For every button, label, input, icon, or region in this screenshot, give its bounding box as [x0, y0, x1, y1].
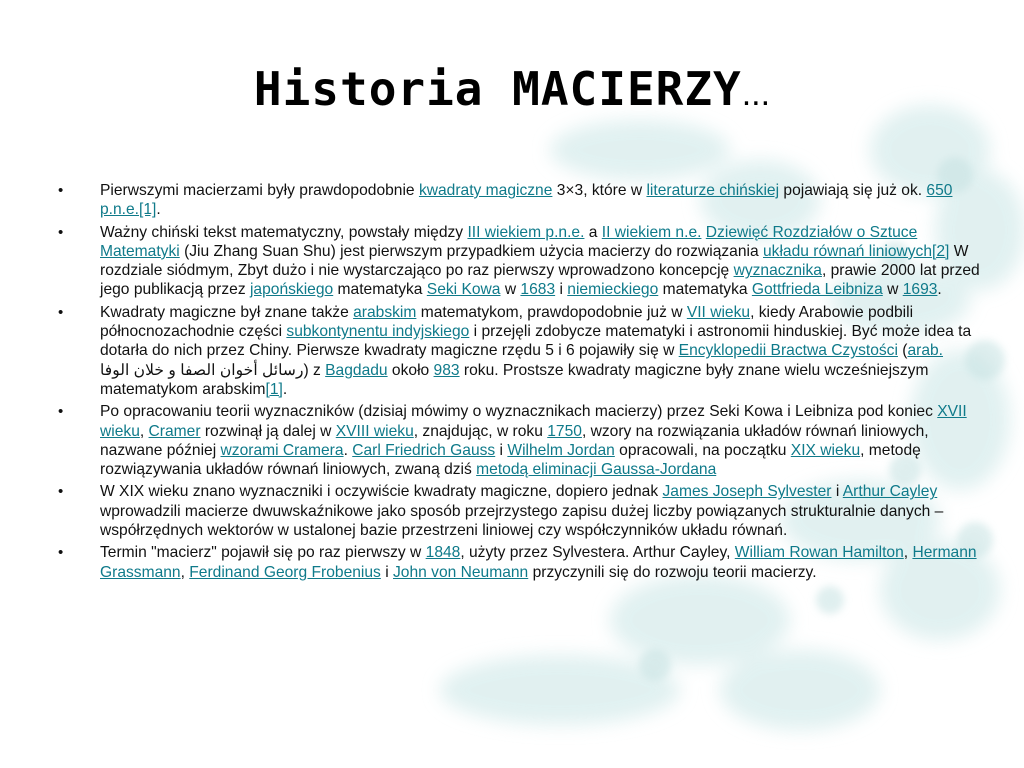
wiki-link[interactable]: japońskiego	[249, 281, 334, 299]
wiki-link[interactable]: Ferdinand Georg Frobenius	[189, 563, 381, 581]
bullet-text: .	[282, 380, 288, 398]
wiki-link[interactable]: 1683	[520, 281, 556, 299]
wiki-link[interactable]: [2]	[932, 242, 950, 260]
bullet-text: , znajdując, w roku	[413, 422, 548, 440]
bullet-item	[58, 482, 980, 540]
bullet-text: przyczynili się do rozwoju teorii macierzy.	[528, 563, 817, 581]
bullet-text: matematyka	[333, 281, 427, 299]
bullet-text: w	[882, 281, 903, 299]
bullet-text: Pierwszymi macierzami były prawdopodobnie	[100, 182, 419, 199]
bullet-text: , wzory na rozwiązania układów równań liniowych, nazwane później	[100, 422, 929, 459]
bullet-text: , metodę rozwiązywania układów równań liniowych, zwaną dziś	[100, 441, 921, 479]
wiki-link[interactable]: James Joseph Sylvester	[662, 483, 832, 501]
wiki-link[interactable]: Bagdadu	[325, 361, 388, 379]
bullet-text: W rozdziale siódmym, Zbyt dużo i nie wystarczająco po raz pierwszy wprowadzono koncepcję	[100, 242, 969, 280]
wiki-link[interactable]: niemieckiego	[567, 281, 659, 299]
wiki-link[interactable]: Wilhelm Jordan	[507, 441, 615, 459]
wiki-link[interactable]: 1848	[425, 544, 461, 562]
wiki-link[interactable]: arabskim	[353, 303, 417, 321]
wiki-link[interactable]: Hermann Grassmann	[100, 544, 977, 581]
wiki-link[interactable]: 1693	[902, 281, 938, 299]
wiki-link[interactable]: wyznacznika	[733, 262, 822, 280]
wiki-link[interactable]: Cramer	[148, 422, 201, 440]
bullet-text: , użyty przez Sylvestera. Arthur Cayley,	[460, 544, 735, 562]
bullet-text: i	[380, 563, 393, 581]
wiki-link[interactable]: układu równań liniowych	[763, 242, 933, 260]
bullet-list	[58, 181, 980, 585]
bullet-text: wprowadzili macierze dwuwskaźnikowe jako sposób przejrzystego zapisu dużej liczby powiązanych strukturalnie danych – współrzędnych wektorów w ustalonej bazie przestrzeni liniowej czy współczynników układu równań.	[100, 502, 944, 540]
wiki-link[interactable]: Carl Friedrich Gauss	[352, 441, 496, 459]
bullet-text: matematyka	[658, 281, 752, 299]
bullet-text: rozwinął ją dalej w	[200, 422, 336, 440]
wiki-link[interactable]: Dziewięć Rozdziałów o Sztuce Matematyki	[100, 223, 918, 260]
bullet-text: roku. Prostsze kwadraty magiczne były znane wielu wcześniejszym matematykom arabskim	[100, 361, 929, 398]
wiki-link[interactable]: literaturze chińskiej	[646, 182, 780, 199]
wiki-link[interactable]: John von Neumann	[393, 563, 529, 581]
bullet-text: Termin "macierz" pojawił się po raz pierwszy w	[100, 544, 426, 562]
wiki-link[interactable]: wzorami Cramera	[220, 441, 344, 459]
bullet-text: .	[937, 281, 942, 299]
bullet-text: i	[555, 281, 568, 299]
bullet-text: .	[156, 201, 161, 219]
bullet-text: i	[495, 441, 508, 459]
wiki-link[interactable]: 983	[433, 361, 460, 379]
bullet-text: , kiedy Arabowie podbili północnozachodnie części	[100, 303, 914, 341]
bullet-text: 3×3, które w	[552, 182, 647, 199]
wiki-link[interactable]: XVIII wieku	[335, 422, 414, 440]
slide-title-ellipsis: ...	[741, 75, 771, 113]
wiki-link[interactable]: William Rowan Hamilton	[734, 544, 904, 562]
wiki-link[interactable]: Arthur Cayley	[842, 483, 938, 501]
bullet-text: Ważny chiński tekst matematyczny, powstały między	[100, 223, 468, 241]
bullet-text: ) z	[303, 361, 326, 379]
bullet-text: W XIX wieku znano wyznaczniki i oczywiście kwadraty magiczne, dopiero jednak	[100, 483, 663, 501]
bullet-text: a	[584, 223, 602, 241]
bullet-text: .	[343, 441, 353, 459]
bullet-text: Po opracowaniu teorii wyznaczników (dzisiaj mówimy o wyznacznikach macierzy) przez Seki Kowa i Leibniza pod koniec	[100, 403, 938, 421]
bullet-text: około	[387, 361, 434, 379]
bullet-text: pojawiają się już ok.	[779, 182, 927, 199]
bullet-item	[58, 223, 980, 300]
wiki-link[interactable]: [1]	[265, 380, 283, 398]
bullet-text: (	[897, 342, 908, 360]
bullet-item	[58, 181, 980, 220]
wiki-link[interactable]: 1750	[547, 422, 582, 440]
wiki-link[interactable]: subkontynentu indyjskiego	[286, 323, 470, 341]
bullet-text: matematykom, prawdopodobnie już w	[416, 303, 687, 321]
wiki-link[interactable]: III wiekiem p.n.e.	[467, 223, 585, 241]
bullet-item	[58, 543, 980, 582]
wiki-link[interactable]: VII wieku	[686, 303, 751, 321]
arabic-title-text: رسائل أخوان الصفا و خلان الوفا	[100, 361, 304, 379]
bullet-text: opracowali, na początku	[614, 441, 791, 459]
bullet-text: i przejęli zdobycze matematyki i astronomii hinduskiej. Być może idea ta dotarła do nich przez Chiny. Pierwsze kwadraty magiczne rzędu 5 i 6 pojawiły się w	[100, 323, 972, 360]
bullet-text: , prawie 2000 lat przed jego publikacją przez	[100, 262, 980, 299]
wiki-link[interactable]: [1]	[139, 201, 157, 219]
wiki-link[interactable]: metodą eliminacji Gaussa-Jordana	[476, 461, 717, 479]
bullet-text: ,	[903, 544, 913, 562]
bullet-text: w	[500, 281, 521, 299]
wiki-link[interactable]: XVII wieku	[100, 403, 967, 440]
wiki-link[interactable]: 650 p.n.e.	[100, 182, 953, 219]
wiki-link[interactable]: XIX wieku	[790, 441, 861, 459]
wiki-link[interactable]: Seki Kowa	[426, 281, 501, 299]
bullet-text: (Jiu Zhang Suan Shu) jest pierwszym przypadkiem użycia macierzy do rozwiązania	[179, 242, 763, 260]
wiki-link[interactable]: II wiekiem n.e.	[601, 223, 702, 241]
bullet-text: ,	[180, 563, 190, 581]
bullet-text: i	[831, 483, 843, 501]
bullet-item	[58, 303, 980, 399]
wiki-link[interactable]: Encyklopedii Bractwa Czystości	[678, 342, 898, 360]
bullet-item	[58, 402, 980, 479]
bullet-text: Kwadraty magiczne był znane także	[100, 303, 354, 321]
wiki-link[interactable]: kwadraty magiczne	[418, 182, 553, 199]
slide-title-main: Historia MACIERZY	[253, 62, 742, 116]
wiki-link[interactable]: arab.	[907, 342, 944, 360]
slide-title	[0, 62, 1024, 116]
wiki-link[interactable]: Gottfrieda Leibniza	[751, 281, 883, 299]
bullet-text: ,	[139, 422, 149, 440]
